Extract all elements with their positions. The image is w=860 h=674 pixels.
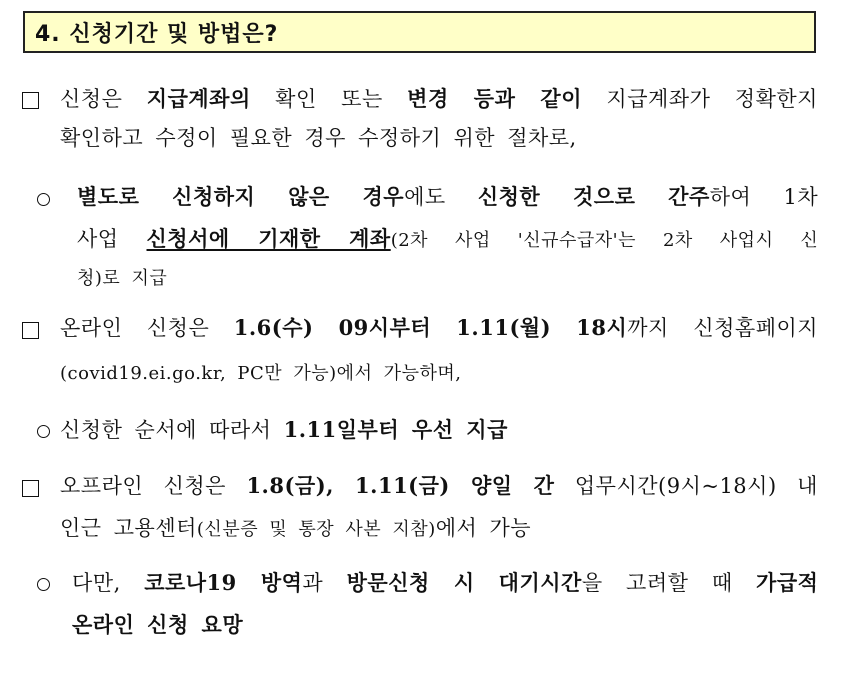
square-bullet-icon [22,322,39,339]
text-line [60,314,818,342]
body-text: 사업 [77,227,147,251]
text-line [72,611,243,639]
emphasis-text: 신청서에 기재한 계좌 [146,226,391,251]
body-text: 과 [302,571,347,595]
emphasis-text: 1.11일부터 우선 지급 [283,417,508,442]
body-text: (신분증 및 통장 사본 지참) [196,519,436,540]
body-text: 인근 고용센터 [60,516,197,540]
section-title: 4. 신청기간 및 방법은? [35,21,279,47]
body-text: 을 고려할 때 [581,571,757,595]
emphasis-text: 방문신청 시 대기시간 [346,570,582,595]
text-line [77,225,818,255]
circle-bullet-icon [37,425,50,438]
emphasis-text: 1.6(수) 09시부터 1.11(월) 18시 [233,315,628,340]
body-text: 신청한 순서에 따라서 [60,418,284,442]
body-text: 에서 가능 [435,516,532,540]
body-text: 까지 신청홈페이지 [627,316,819,340]
text-line [77,183,818,211]
emphasis-text: 가급적 [756,570,819,595]
circle-bullet-icon [37,193,50,206]
emphasis-text: 온라인 신청 요망 [72,612,244,637]
emphasis-text: 코로나19 방역 [144,570,303,595]
body-text: 업무시간(9시~18시) 내 [554,474,818,498]
body-text: 청)로 지급 [77,268,168,289]
body-text: 오프라인 신청은 [60,474,247,498]
emphasis-text: 변경 등과 같이 [407,86,582,111]
text-line [60,416,508,444]
emphasis-text: 1.8(금), 1.11(금) 양일 간 [246,473,555,498]
text-line [60,358,461,388]
text-line [60,85,818,113]
text-line [60,472,818,500]
body-text: (2차 사업 '신규수급자'는 2차 사업시 신 [390,230,819,251]
body-text: 확인하고 수정이 필요한 경우 수정하기 위한 절차로, [60,126,577,150]
square-bullet-icon [22,92,39,109]
text-line [60,514,531,544]
emphasis-text: 별도로 신청하지 않은 경우 [77,184,405,209]
body-text: 신청은 [60,87,147,111]
body-text: 확인 또는 [250,87,408,111]
emphasis-text: 지급계좌의 [146,86,251,111]
text-line [72,569,818,597]
body-text: 지급계좌가 정확한지 [582,87,818,111]
text-line [60,124,577,152]
body-text: (covid19.ei.go.kr, PC만 가능)에서 가능하며, [60,363,462,384]
body-text: 하여 1차 [709,185,819,209]
section-title-box [23,11,816,53]
square-bullet-icon [22,480,39,497]
emphasis-text: 신청한 것으로 간주 [477,184,710,209]
body-text: 에도 [404,185,478,209]
body-text: 다만, [72,571,145,595]
body-text: 온라인 신청은 [60,316,234,340]
text-line [77,263,167,293]
circle-bullet-icon [37,578,50,591]
